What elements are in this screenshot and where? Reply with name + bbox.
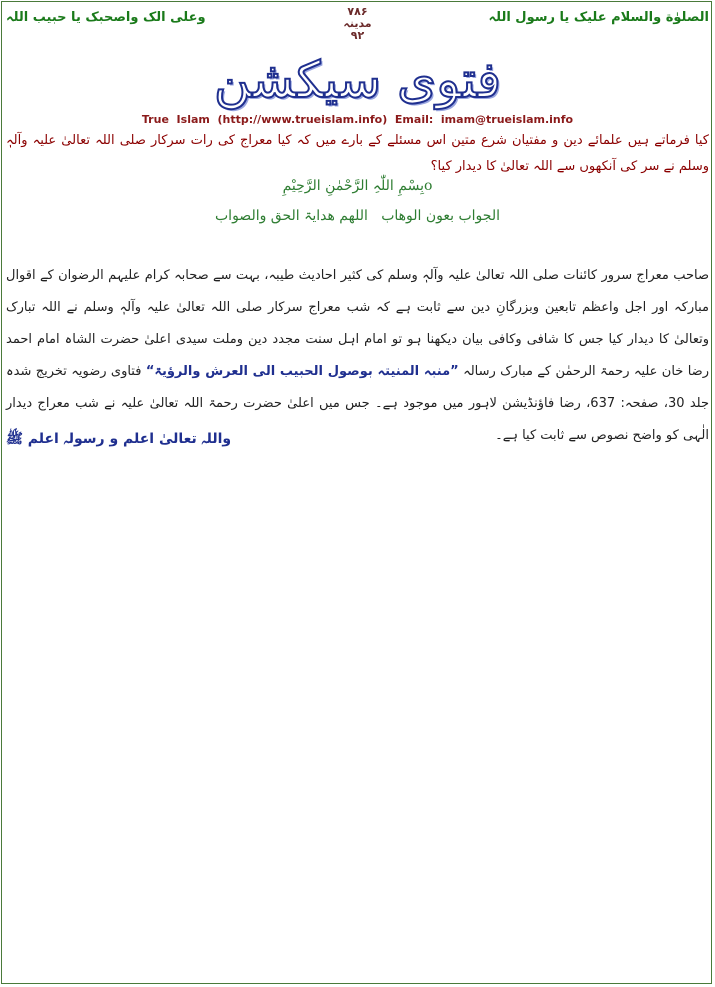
header-bar — [4, 6, 711, 46]
closing-line: واللہ تعالیٰ اعلم و رسولہ اعلم ﷺ — [6, 431, 232, 447]
hijri-number-top: ۷۸۶ — [347, 5, 368, 18]
answer-part-2: فتاوی رضویہ تخریج شدہ جلد 30، صفحہ: 637، رضا فاؤنڈیشن لاہور میں موجود ہے۔ جس میں اعلیٰ حضرت رحمۃ اللہ تعالیٰ علیہ نے شب معراج دیدار الٰہی کو واضح نصوص سے ثابت کیا ہے۔ — [6, 364, 709, 443]
contact-line: True Islam (http://www.trueislam.info) Email: imam@trueislam.info — [141, 113, 574, 126]
hijri-number-bottom: ۹۲ — [350, 29, 365, 42]
hijri-emblem — [343, 6, 371, 42]
book-title: ”منبہ المنیتہ بوصول الحبیب الی العرش والرؤیۃ“ — [145, 364, 459, 379]
salutation-left: وعلی الک واصحبک یا حبیب اللہ — [6, 10, 206, 25]
answer-part-1: صاحب معراج سرور کائنات صلی اللہ تعالیٰ علیہ وآلہٖ وسلم کی کثیر احادیث طیبہ، بہت سے صحابہ کرام علیہم الرضوان کے اقوال مبارکہ اور اجل واعظم تابعین وبزرگانِ دین سے ثابت ہے کہ شب معراج سرکار صلی اللہ تعالیٰ علیہ وآلہٖ وسلم نے اللہ تبارک وتعالیٰ کا دیدار کیا جس کا شافی وکافی بیان دیکھنا ہو تو امام اہل سنت مجدد دین وملت سیدی اعلیٰ حضرت الشاہ امام احمد رضا خان علیہ رحمۃ الرحمٰن کے مبارک رسالہ — [6, 268, 709, 379]
answer-heading: الجواب بعون الوھاب اللھم ھدایۃ الحق والصواب — [215, 208, 500, 224]
hijri-word: مدینہ — [343, 17, 372, 30]
salutation-right: الصلوٰة والسلام علیک یا رسول اللہ — [488, 10, 709, 25]
answer-text — [6, 260, 709, 452]
bismillah: بِسْمِ اللّٰہِ الرَّحْمٰنِ الرَّحِیْمِo — [282, 178, 433, 194]
question-text: کیا فرماتے ہیں علمائے دین و مفتیان شرع متین اس مسئلے کے بارے میں کہ کیا معراج کی رات سرکار صلی اللہ تعالیٰ علیہ وآلہٖ وسلم نے سر کی آنکھوں سے اللہ تعالیٰ کا دیدار کیا؟ — [6, 133, 709, 174]
page-title: فتوی سیکشن — [213, 51, 502, 109]
